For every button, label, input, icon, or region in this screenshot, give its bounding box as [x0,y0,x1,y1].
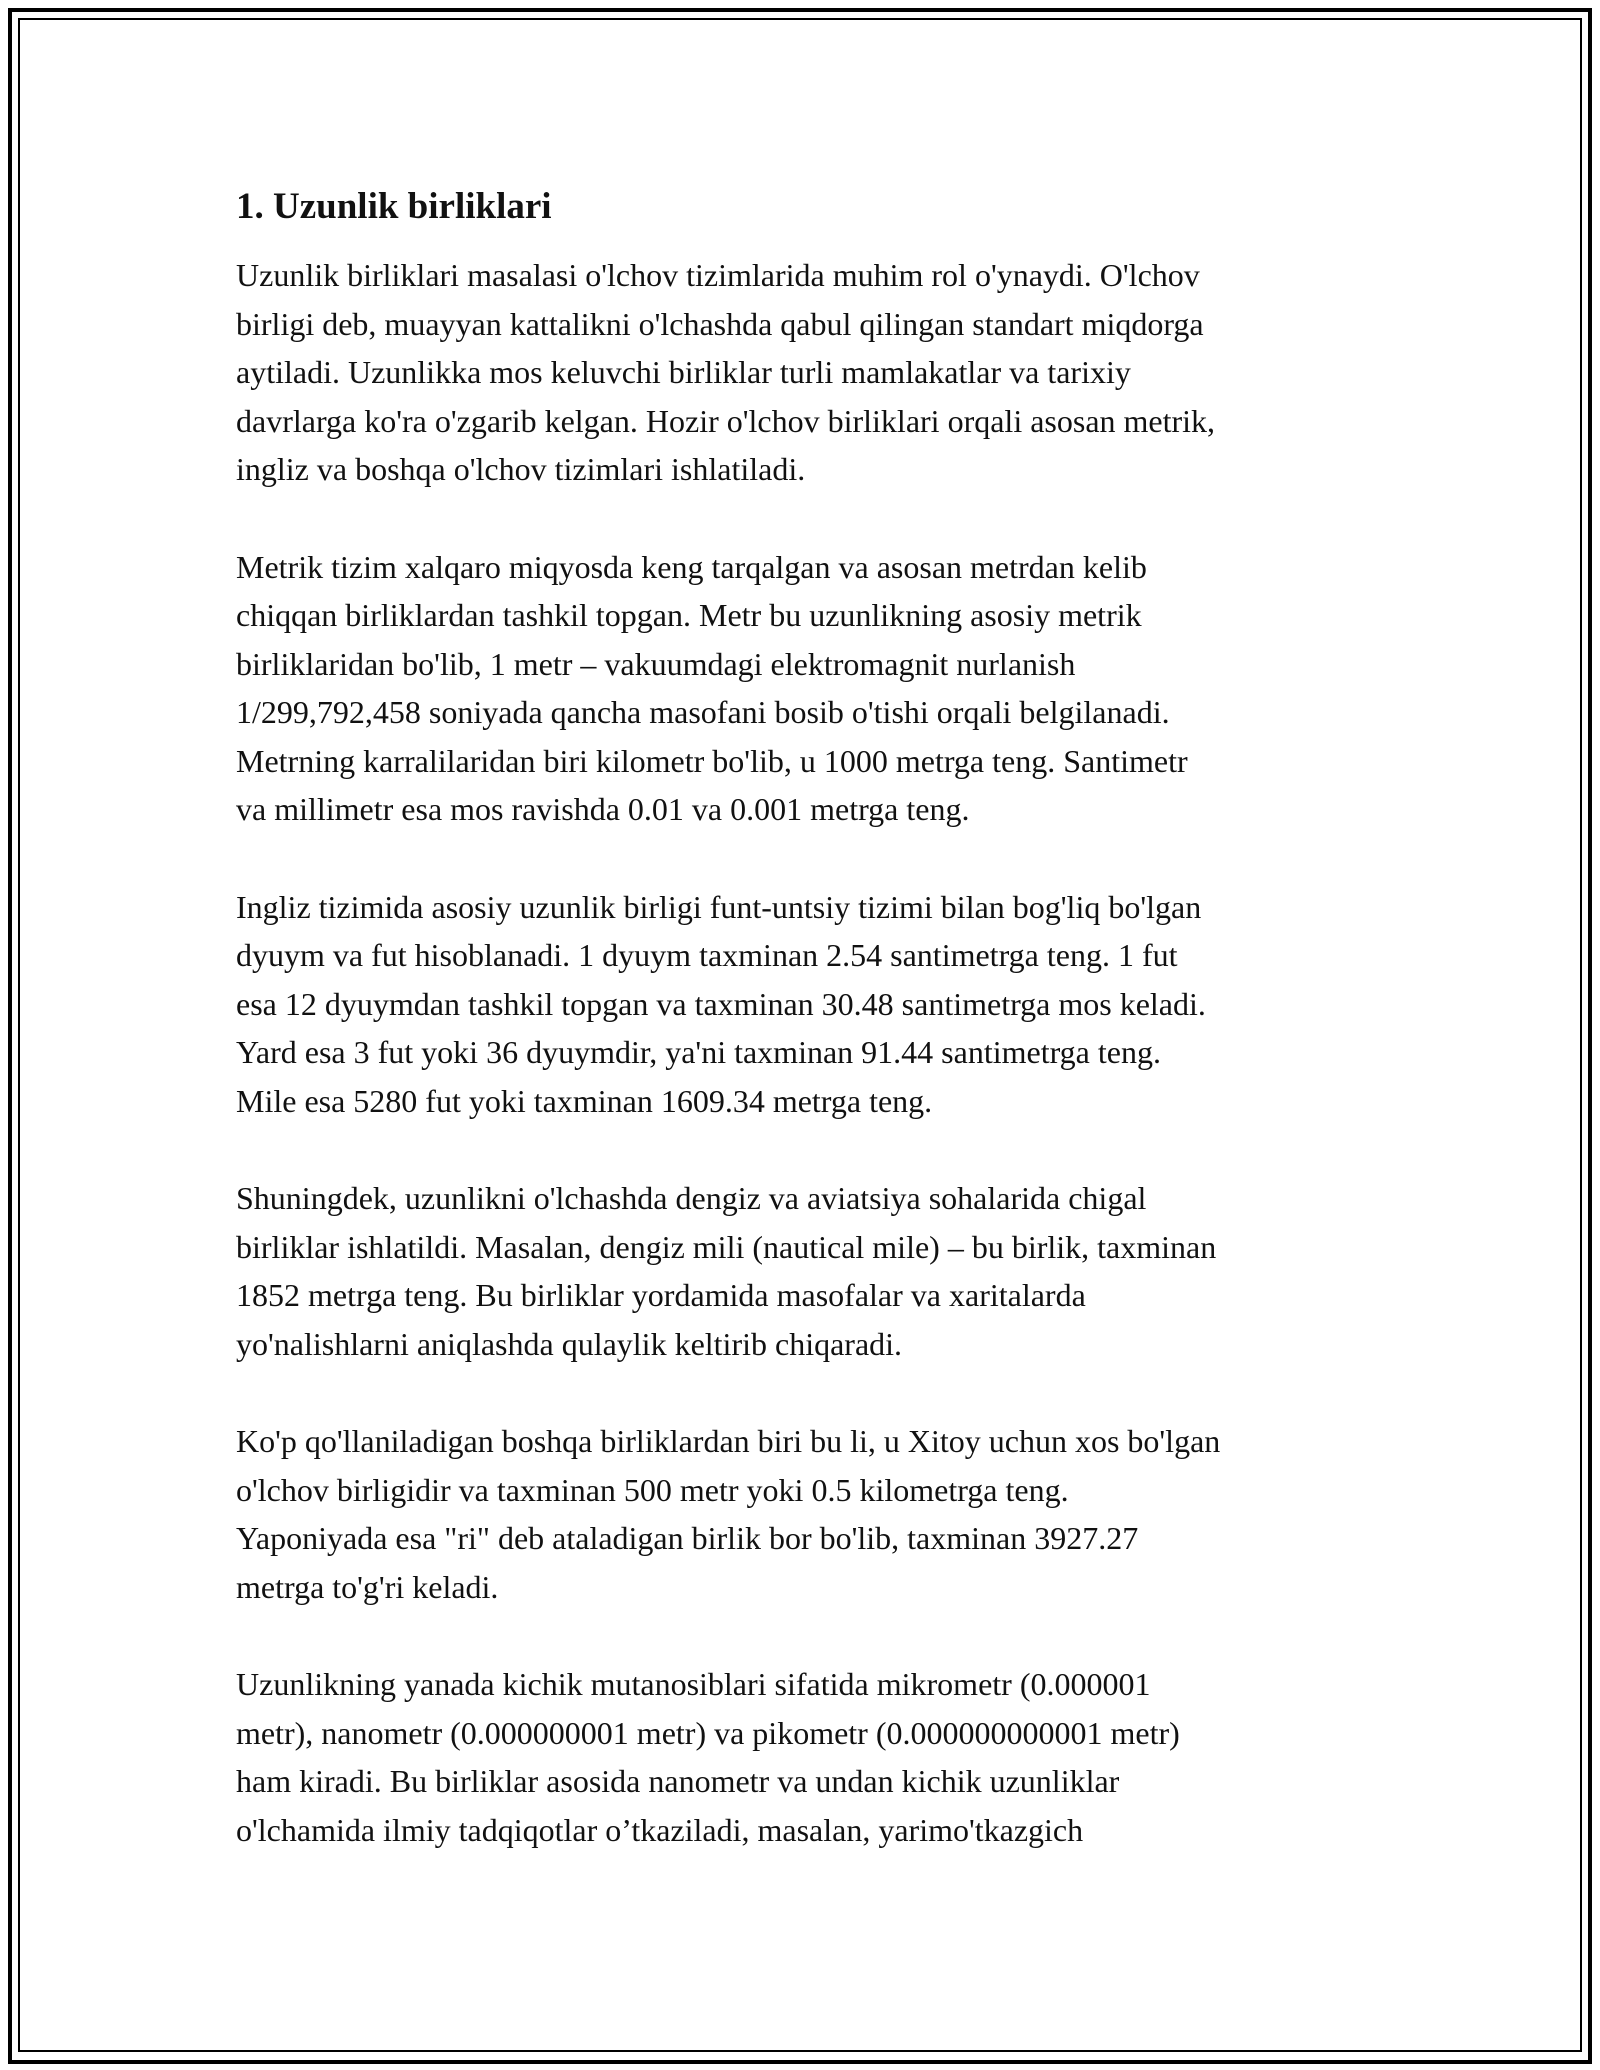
text-line: o'lchamida ilmiy tadqiqotlar o’tkaziladi, masalan, yarimo'tkazgich [236,1811,1084,1848]
text-line: Yaponiyada esa "ri" deb ataladigan birlik bor bo'lib, taxminan 3927.27 [236,1520,1139,1556]
text-line: o'lchov birligidir va taxminan 500 metr yoki 0.5 kilometrga teng. [236,1471,1069,1508]
text-line: Metrning karralilaridan biri kilometr bo'lib, u 1000 metrga teng. Santimetr [236,742,1188,779]
text-line: birliklaridan bo'lib, 1 metr – vakuumdagi elektromagnit nurlanish [236,645,1076,682]
paragraph-metric-system [236,543,1376,834]
text-line: aytiladi. Uzunlikka mos keluvchi birliklar turli mamlakatlar va tarixiy [236,354,1131,390]
text-line: Metrik tizim xalqaro miqyosda keng tarqalgan va asosan metrdan kelib [236,548,1147,585]
paragraph-asian-units [236,1417,1376,1611]
text-line: Shuningdek, uzunlikni o'lchashda dengiz va aviatsiya sohalarida chigal [236,1180,1147,1216]
text-line: va millimetr esa mos ravishda 0.01 va 0.001 metrga teng. [236,791,970,827]
paragraph-intro [236,251,1376,494]
text-line: chiqqan birliklardan tashkil topgan. Metr bu uzunlikning asosiy metrik [236,597,1142,633]
text-line: davrlarga ko'ra o'zgarib kelgan. Hozir o'lchov birliklari orqali asosan metrik, [236,402,1216,439]
text-line: Ko'p qo'llaniladigan boshqa birliklardan biri bu li, u Xitoy uchun xos bo'lgan [236,1423,1221,1459]
text-line: ingliz va boshqa o'lchov tizimlari ishlatiladi. [236,451,806,487]
document-body [236,183,1376,1854]
text-line: metr), nanometr (0.000000001 metr) va pikometr (0.000000000001 metr) [236,1714,1180,1751]
text-line: metrga to'g'ri keladi. [236,1568,499,1605]
text-line: Ingliz tizimida asosiy uzunlik birligi funt-untsiy tizimi bilan bog'liq bo'lgan [236,888,1202,925]
text-line: ham kiradi. Bu birliklar asosida nanometr va undan kichik uzunliklar [236,1763,1120,1799]
text-line: birliklar ishlatildi. Masalan, dengiz mili (nautical mile) – bu birlik, taxminan [236,1228,1217,1265]
text-line: yo'nalishlarni aniqlashda qulaylik keltirib chiqaradi. [236,1325,903,1362]
text-line: birligi deb, muayyan kattalikni o'lchashda qabul qilingan standart miqdorga [236,305,1204,342]
paragraph-small-units [236,1660,1376,1854]
text-line: 1/299,792,458 soniyada qancha masofani bosib o'tishi orqali belgilanadi. [236,694,1170,730]
text-line: Uzunlik birliklari masalasi o'lchov tizimlarida muhim rol o'ynaydi. O'lchov [236,257,1200,293]
text-line: Mile esa 5280 fut yoki taxminan 1609.34 metrga teng. [236,1082,933,1119]
text-line: 1852 metrga teng. Bu birliklar yordamida masofalar va xaritalarda [236,1277,1086,1313]
text-line: Yard esa 3 fut yoki 36 dyuymdir, ya'ni taxminan 91.44 santimetrga teng. [236,1034,1161,1070]
text-line: esa 12 dyuymdan tashkil topgan va taxminan 30.48 santimetrga mos keladi. [236,985,1206,1022]
text-line: dyuym va fut hisoblanadi. 1 dyuym taxminan 2.54 santimetrga teng. 1 fut [236,937,1178,973]
paragraph-imperial-system [236,883,1376,1126]
text-line: Uzunlikning yanada kichik mutanosiblari sifatida mikrometr (0.000001 [236,1666,1151,1702]
paragraph-nautical-units [236,1174,1376,1368]
section-heading: 1. Uzunlik birliklari [236,186,552,227]
